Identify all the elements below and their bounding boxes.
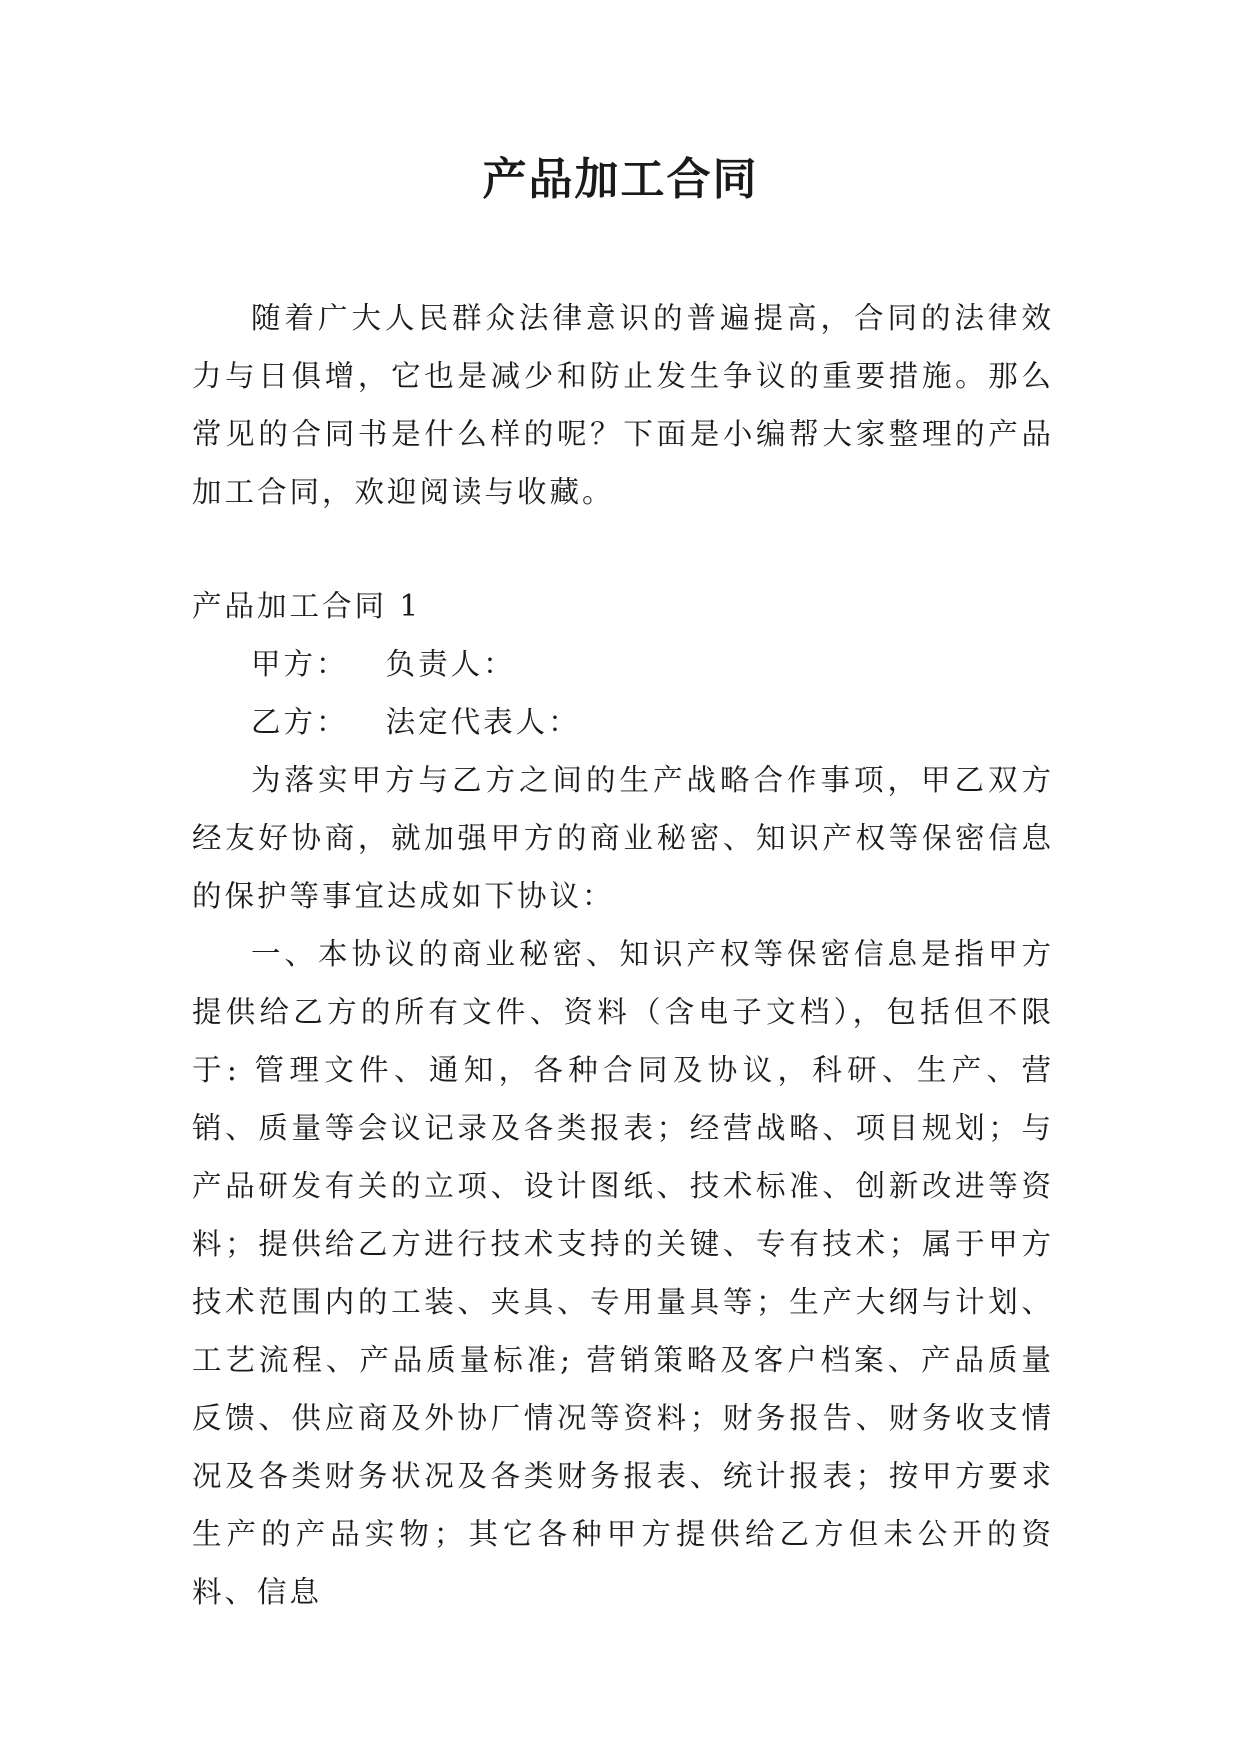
party-b-line: 乙方： 法定代表人： [251, 705, 581, 739]
intro-paragraph: 随着广大人民群众法律意识的普遍提高，合同的法律效力与日俱增，它也是减少和防止发生争议的重要措施。那么常见的合同书是什么样的呢？下面是小编帮大家整理的产品加工合同，欢迎阅读与收藏。 [192, 301, 1054, 509]
section-heading: 产品加工合同 1 [192, 589, 422, 623]
document-title: 产品加工合同 [482, 154, 759, 205]
preamble-paragraph: 为落实甲方与乙方之间的生产战略合作事项，甲乙双方经友好协商，就加强甲方的商业秘密、知识产权等保密信息的保护等事宜达成如下协议： [192, 763, 1054, 913]
clause-1-paragraph: 一、本协议的商业秘密、知识产权等保密信息是指甲方提供给乙方的所有文件、资料（含电子文档），包括但不限于: 管理文件、通知，各种合同及协议，科研、生产、营销、质量等会议记录及各类报表；经营战略、项目规划；与产品研发有关的立项、设计图纸、技术标准、创新改进等资料；提供给乙方进行技术支持的关键、专有技术；属于甲方技术范围内的工装、夹具、专用量具等；生产大纲与计划、工艺流程、产品质量标准; 营销策略及客户档案、产品质量反馈、供应商及外协厂情况等资料；财务报告、财务收支情况及各类财务状况及各类财务报表、统计报表；按甲方要求生产的产品实物；其它各种甲方提供给乙方但未公开的资料、信息 [192, 937, 1054, 1609]
party-a-line: 甲方： 负责人： [251, 647, 516, 681]
contract-section [192, 577, 1054, 1621]
intro-block [192, 289, 1054, 521]
